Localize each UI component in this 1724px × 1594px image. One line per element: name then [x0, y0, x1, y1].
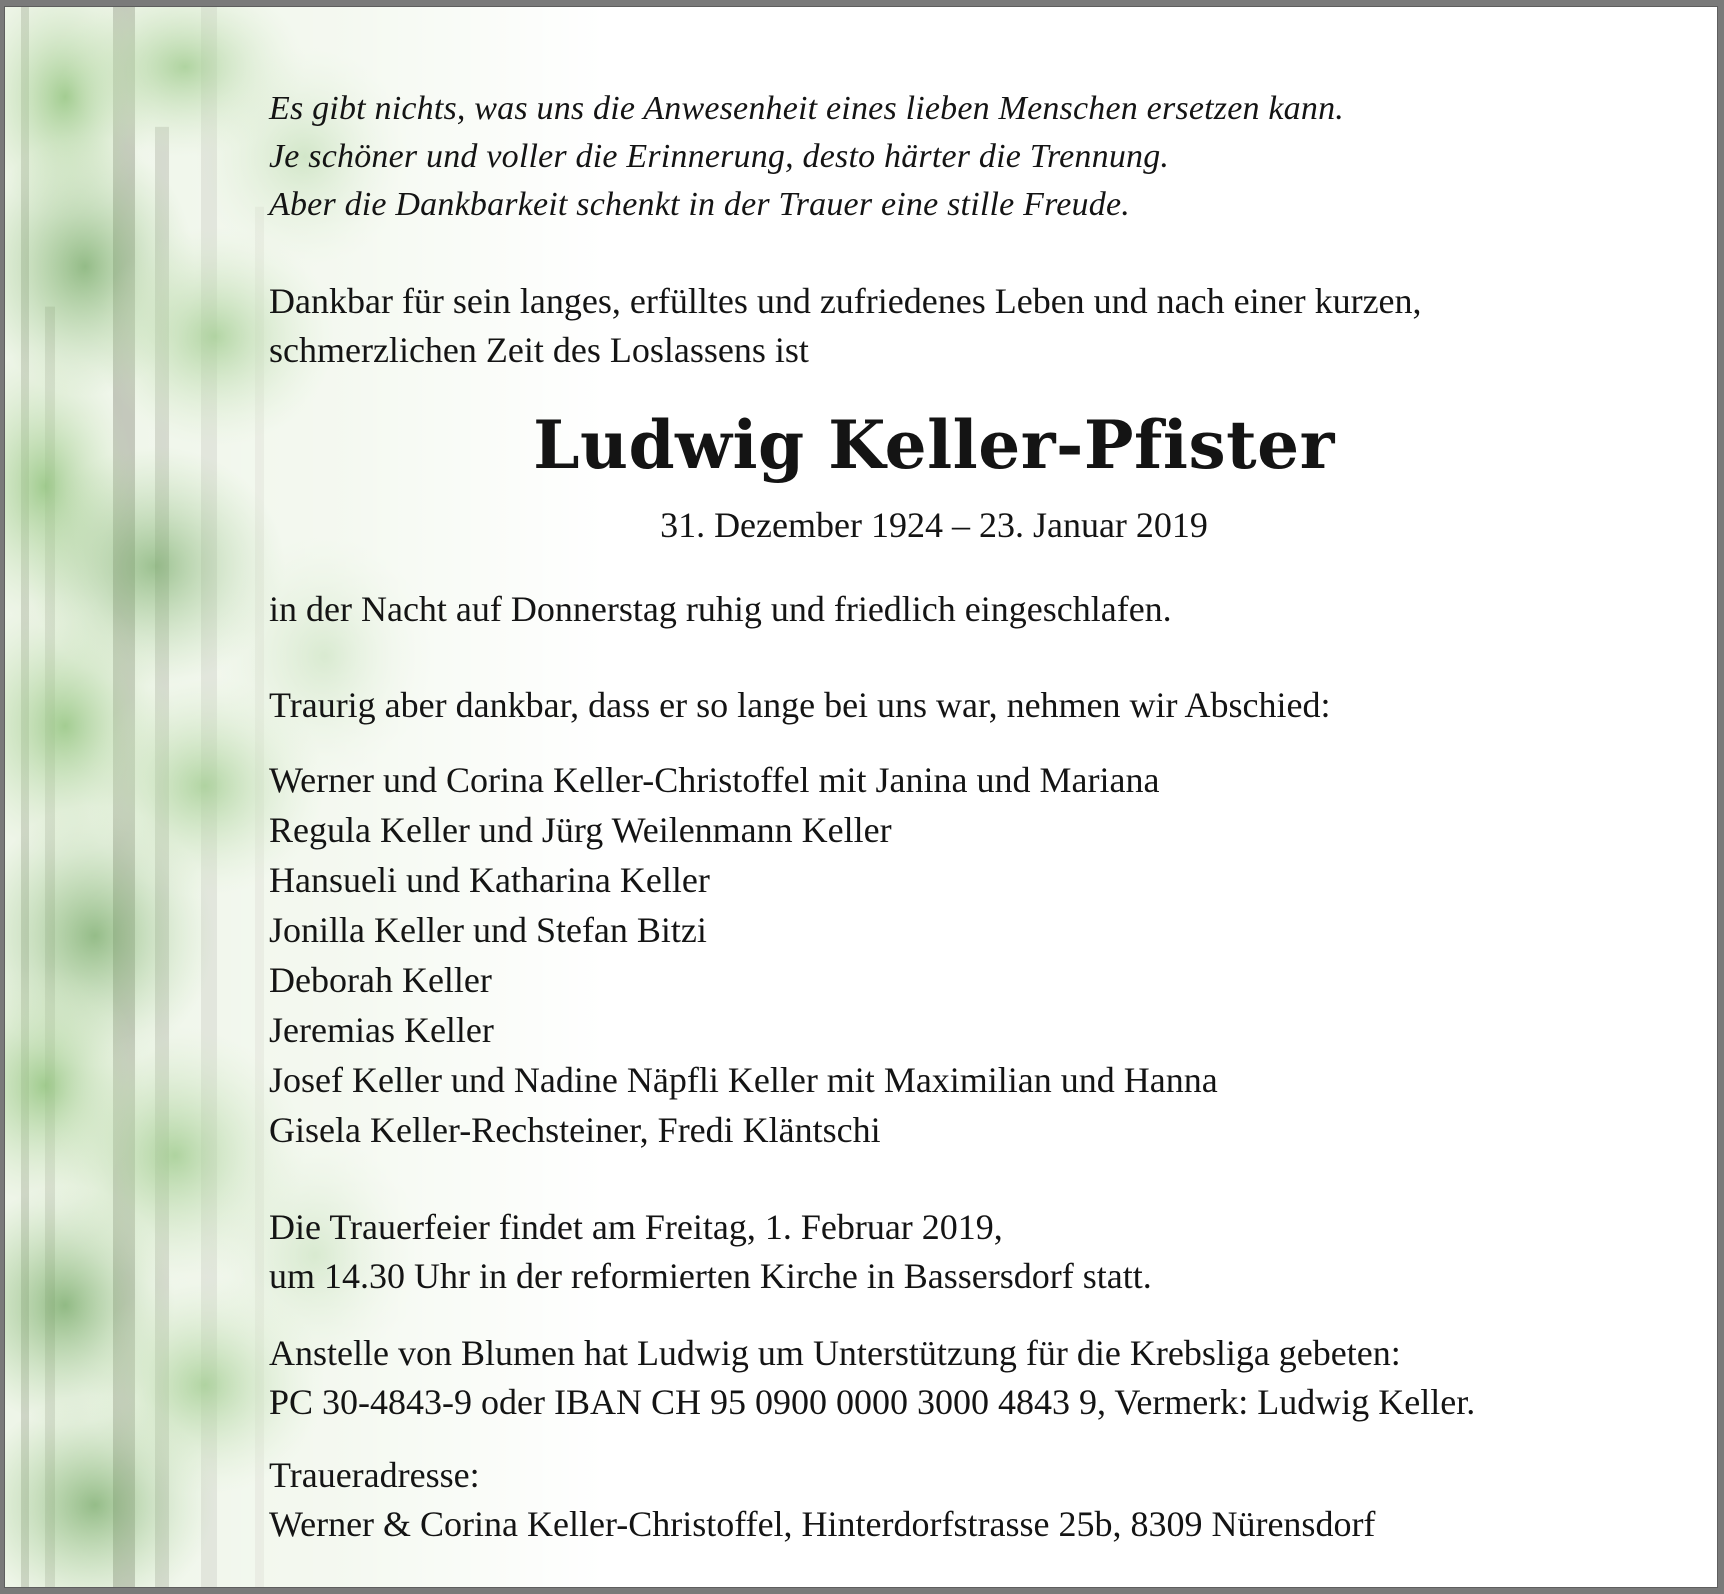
quote-line: Aber die Dankbarkeit schenkt in der Trauer eine stille Freude. [269, 186, 1130, 223]
farewell-statement [269, 681, 1331, 730]
mourners-list [269, 755, 1218, 1155]
quote-line: Es gibt nichts, was uns die Anwesenheit eines lieben Menschen ersetzen kann. [269, 90, 1344, 127]
ceremony-info [269, 1203, 1152, 1301]
deceased-name: Ludwig Keller-Pfister [533, 406, 1335, 484]
farewell-line: Traurig aber dankbar, dass er so lange bei uns war, nehmen wir Abschied: [269, 685, 1331, 725]
donation-line: Anstelle von Blumen hat Ludwig um Unterstützung für die Krebsliga gebeten: [269, 1333, 1401, 1373]
mourner-entry: Josef Keller und Nadine Näpfli Keller mit Maximilian und Hanna [269, 1060, 1218, 1100]
donation-line: PC 30-4843-9 oder IBAN CH 95 0900 0000 3000 4843 9, Vermerk: Ludwig Keller. [269, 1382, 1476, 1422]
mourner-entry: Gisela Keller-Rechsteiner, Fredi Kläntschi [269, 1110, 881, 1150]
obituary-notice [4, 6, 1718, 1588]
mourner-entry: Jeremias Keller [269, 1010, 494, 1050]
intro-line: Dankbar für sein langes, erfülltes und zufriedenes Leben und nach einer kurzen, [269, 281, 1422, 321]
mourner-entry: Werner und Corina Keller-Christoffel mit Janina und Mariana [269, 760, 1160, 800]
mourner-entry: Deborah Keller [269, 960, 492, 1000]
mourner-entry: Regula Keller und Jürg Weilenmann Keller [269, 810, 892, 850]
mourner-entry: Hansueli und Katharina Keller [269, 860, 710, 900]
address-label: Traueradresse: [269, 1455, 480, 1495]
intro-paragraph [269, 277, 1422, 375]
passing-statement [269, 585, 1172, 634]
life-dates: 31. Dezember 1924 – 23. Januar 2019 [660, 505, 1208, 545]
donation-info [269, 1329, 1475, 1427]
mourning-address [269, 1451, 1375, 1549]
mourner-entry: Jonilla Keller und Stefan Bitzi [269, 910, 707, 950]
quote-line: Je schöner und voller die Erinnerung, desto härter die Trennung. [269, 138, 1170, 175]
intro-line: schmerzlichen Zeit des Loslassens ist [269, 330, 809, 370]
ceremony-line: um 14.30 Uhr in der reformierten Kirche in Bassersdorf statt. [269, 1256, 1152, 1296]
address-value: Werner & Corina Keller-Christoffel, Hinterdorfstrasse 25b, 8309 Nürensdorf [269, 1504, 1376, 1544]
passing-line: in der Nacht auf Donnerstag ruhig und friedlich eingeschlafen. [269, 589, 1172, 629]
ceremony-line: Die Trauerfeier findet am Freitag, 1. Februar 2019, [269, 1207, 1003, 1247]
memorial-quote [269, 85, 1344, 229]
